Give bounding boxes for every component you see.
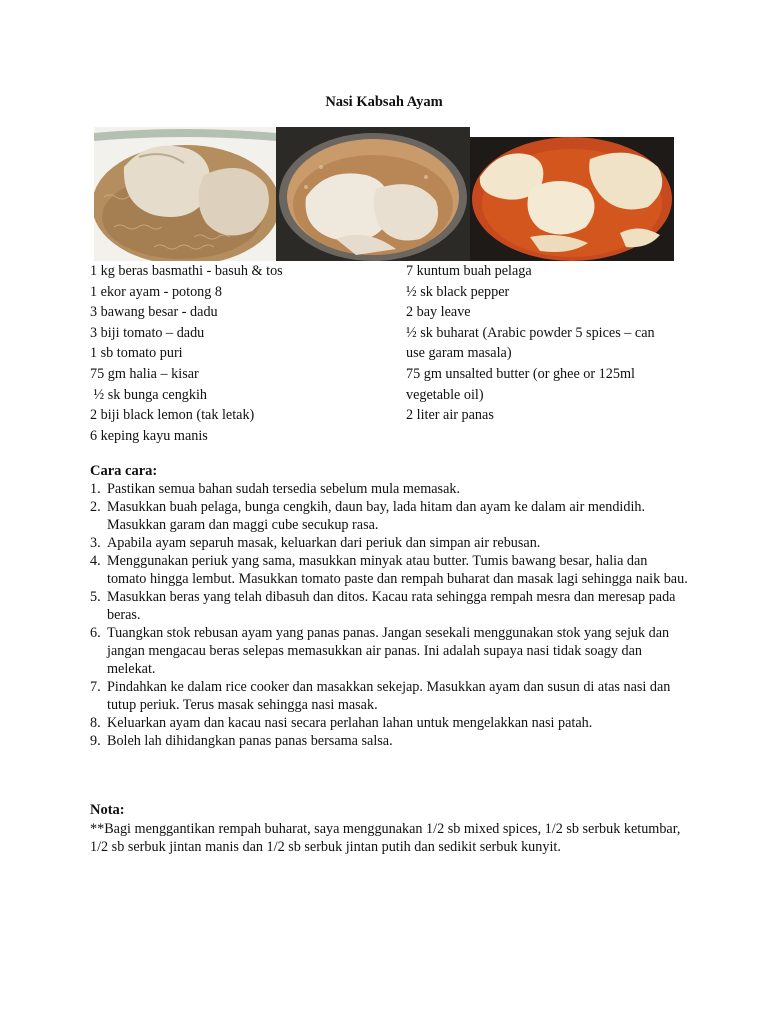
step-number: 4. bbox=[90, 553, 101, 569]
ingredient-item: ½ sk black pepper bbox=[406, 283, 510, 300]
nota-text: **Bagi menggantikan rempah buharat, saya menggunakan 1/2 sb mixed spices, 1/2 sb serbuk ketumbar, 1/2 sb serbuk jintan manis dan 1/2 sb serbuk jintan putih dan sedikit serbuk kunyit. bbox=[90, 821, 681, 855]
step-number: 2. bbox=[90, 499, 101, 515]
ingredients-right-column bbox=[406, 261, 676, 426]
step-item bbox=[90, 624, 690, 678]
nota-heading: Nota: bbox=[90, 802, 125, 818]
steps-heading: Cara cara: bbox=[90, 463, 158, 479]
step-item bbox=[90, 732, 690, 750]
step-text: Menggunakan periuk yang sama, masukkan minyak atau butter. Tumis bawang besar, halia dan tomato hingga lembut. Masukkan tomato paste dan rempah buharat dan masak lagi sehingga naik bau. bbox=[107, 553, 688, 587]
ingredient-item: 75 gm halia – kisar bbox=[90, 365, 199, 382]
step-text: Keluarkan ayam dan kacau nasi secara perlahan lahan untuk mengelakkan nasi patah. bbox=[107, 715, 593, 731]
recipe-title: Nasi Kabsah Ayam bbox=[325, 94, 443, 110]
ingredient-item: 7 kuntum buah pelaga bbox=[406, 263, 532, 279]
step-number: 5. bbox=[90, 589, 101, 605]
step-item bbox=[90, 552, 690, 588]
ingredient-item: 1 ekor ayam - potong 8 bbox=[90, 283, 222, 300]
step-item bbox=[90, 588, 690, 624]
ingredient-item: 3 biji tomato – dadu bbox=[90, 324, 205, 341]
recipe-photos bbox=[94, 127, 674, 261]
step-number: 3. bbox=[90, 535, 101, 551]
step-text: Masukkan buah pelaga, bunga cengkih, daun bay, lada hitam dan ayam ke dalam air mendidih. Masukkan garam dan maggi cube secukup rasa. bbox=[107, 499, 646, 533]
step-number: 8. bbox=[90, 715, 101, 731]
ingredients-left-column bbox=[90, 261, 390, 446]
ingredient-item: 1 sb tomato puri bbox=[90, 345, 183, 362]
step-item bbox=[90, 480, 690, 498]
step-text: Pindahkan ke dalam rice cooker dan masakkan sekejap. Masukkan ayam dan susun di atas nasi dan tutup periuk. Terus masak sehingga nasi masak. bbox=[107, 679, 671, 713]
chicken-rice-in-pot-photo bbox=[276, 127, 470, 261]
step-number: 6. bbox=[90, 625, 101, 641]
ingredient-item: ½ sk bunga cengkih bbox=[90, 386, 208, 403]
steps-list bbox=[90, 480, 690, 750]
step-number: 9. bbox=[90, 733, 101, 749]
step-text: Apabila ayam separuh masak, keluarkan dari periuk dan simpan air rebusan. bbox=[107, 535, 541, 551]
ingredient-item: 75 gm unsalted butter (or ghee or 125ml vegetable oil) bbox=[406, 365, 639, 403]
ingredient-item: 6 keping kayu manis bbox=[90, 427, 208, 444]
chicken-on-rice-plate-photo bbox=[94, 127, 280, 261]
step-item bbox=[90, 534, 690, 552]
step-number: 1. bbox=[90, 481, 101, 497]
ingredient-item: 2 biji black lemon (tak letak) bbox=[90, 407, 255, 424]
step-number: 7. bbox=[90, 679, 101, 695]
step-text: Masukkan beras yang telah dibasuh dan ditos. Kacau rata sehingga rempah mesra dan meresap pada beras. bbox=[107, 589, 676, 623]
step-item bbox=[90, 498, 690, 534]
step-item bbox=[90, 678, 690, 714]
ingredient-item: 3 bawang besar - dadu bbox=[90, 304, 218, 321]
ingredient-item: 2 liter air panas bbox=[406, 407, 494, 424]
step-text: Boleh lah dihidangkan panas panas bersama salsa. bbox=[107, 733, 393, 749]
ingredient-item: 1 kg beras basmathi - basuh & tos bbox=[90, 263, 283, 279]
step-item bbox=[90, 714, 690, 732]
ingredient-item: ½ sk buharat (Arabic powder 5 spices – can use garam masala) bbox=[406, 324, 659, 362]
step-text: Tuangkan stok rebusan ayam yang panas panas. Jangan sesekali menggunakan stok yang sejuk dan jangan mengacau beras selepas memasukkan air panas. Ini adalah supaya nasi tidak soagy dan melekat. bbox=[107, 625, 670, 677]
step-text: Pastikan semua bahan sudah tersedia sebelum mula memasak. bbox=[107, 481, 461, 497]
chicken-in-red-broth-photo bbox=[470, 137, 674, 261]
ingredient-item: 2 bay leave bbox=[406, 304, 471, 321]
